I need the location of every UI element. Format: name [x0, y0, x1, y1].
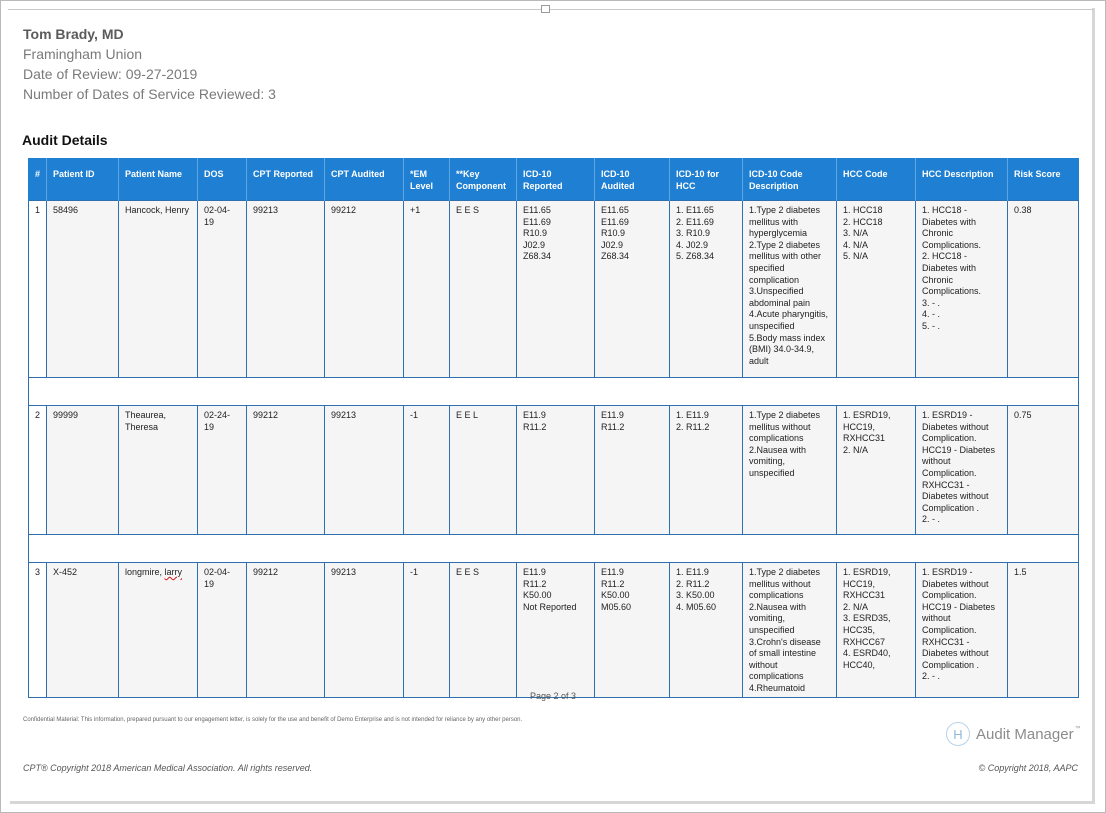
icd-reported-cell — [517, 406, 595, 535]
icd-hcc-cell — [670, 201, 743, 378]
hcc-code-item: 3. N/A — [843, 228, 869, 239]
icd-hcc-item: 3. K50.00 — [676, 590, 715, 601]
patient-id: 99999 — [47, 406, 119, 535]
logo-h-icon — [946, 722, 970, 746]
hcc-code-cell — [837, 201, 916, 378]
hcc-code-cell — [837, 406, 916, 535]
icd-hcc-item: 1. E11.65 — [676, 205, 714, 215]
col-header-icd-hcc: ICD-10 for HCC — [670, 158, 743, 201]
icd-audited-cell — [595, 563, 670, 698]
hcc-code-item: 1. ESRD19, HCC19, RXHCC31 — [843, 410, 891, 444]
row-spacer — [29, 535, 1079, 563]
audit-manager-logo — [946, 720, 1081, 748]
icd-description-cell — [743, 201, 837, 378]
row-number: 1 — [29, 201, 47, 378]
hcc-code-item: 4. N/A — [843, 239, 869, 250]
icd-code: K50.00 — [523, 590, 552, 601]
patient-name-last: longmire, — [125, 567, 165, 577]
facility-name: Framingham Union — [23, 46, 143, 62]
hcc-description-item: 1. ESRD19 - Diabetes without Complication. HCC19 - Diabetes without Complication. RXHCC31 - Diabetes without Complication . — [922, 567, 996, 670]
icd-description-item: 1.Type 2 diabetes mellitus without complications — [749, 567, 821, 601]
resize-handle[interactable] — [541, 5, 550, 13]
col-header-dos: DOS — [198, 158, 247, 201]
cpt-reported: 99212 — [247, 406, 325, 535]
hcc-code-item: 2. N/A — [843, 444, 869, 455]
icd-hcc-cell — [670, 563, 743, 698]
hcc-code-item: 1. ESRD19, HCC19, RXHCC31 — [843, 567, 891, 601]
col-header-icd-reported: ICD-10 Reported — [517, 158, 595, 201]
icd-hcc-item: 4. J02.9 — [676, 239, 709, 250]
risk-score: 1.5 — [1008, 563, 1079, 698]
icd-hcc-item: 1. E11.9 — [676, 410, 709, 420]
icd-description-item: 1.Type 2 diabetes mellitus with hyperglycemia — [749, 205, 821, 239]
icd-code: R11.2 — [601, 578, 625, 589]
hcc-description-item: 1. HCC18 - Diabetes with Chronic Complications. — [922, 205, 982, 250]
hcc-description-cell — [916, 563, 1008, 698]
page-shadow-right — [1092, 8, 1095, 803]
hcc-description-item: 2. - . — [922, 514, 941, 525]
cpt-audited: 99213 — [325, 406, 404, 535]
icd-code: J02.9 — [523, 239, 546, 250]
em-level: +1 — [404, 201, 450, 378]
dos: 02-04-19 — [198, 201, 247, 378]
hcc-description-item: 3. - . — [922, 297, 941, 308]
hcc-code-item: 2. N/A — [843, 601, 869, 612]
audit-table — [28, 158, 1079, 698]
patient-id: X-452 — [47, 563, 119, 698]
col-header-icd-audited: ICD-10 Audited — [595, 158, 670, 201]
icd-code: E11.69 — [523, 216, 551, 227]
icd-code: R11.2 — [523, 578, 547, 589]
icd-description-item: 4.Acute pharyngitis, unspecified — [749, 309, 829, 331]
icd-code: E11.9 — [601, 410, 624, 420]
hcc-code-item: 2. HCC18 — [843, 216, 883, 227]
dos: 02-24-19 — [198, 406, 247, 535]
dates-reviewed: Number of Dates of Service Reviewed: 3 — [23, 86, 276, 102]
hcc-description-item: 5. - . — [922, 320, 941, 331]
col-header-patient-name: Patient Name — [119, 158, 198, 201]
icd-audited-cell — [595, 406, 670, 535]
icd-description-item: 3.Crohn's disease of small intestine without complications — [749, 636, 821, 682]
icd-hcc-item: 3. R10.9 — [676, 228, 711, 239]
col-header-cpt-reported: CPT Reported — [247, 158, 325, 201]
icd-code: K50.00 — [601, 590, 630, 601]
cpt-copyright: CPT® Copyright 2018 American Medical Association. All rights reserved. — [23, 763, 313, 773]
hcc-code-cell — [837, 563, 916, 698]
icd-hcc-item: 1. E11.9 — [676, 567, 709, 577]
hcc-description-item: 2. HCC18 - Diabetes with Chronic Complications. — [922, 251, 982, 297]
table-header-row — [29, 158, 1079, 201]
aapc-copyright: © Copyright 2018, AAPC — [978, 763, 1078, 773]
table-row — [29, 201, 1079, 378]
em-level: -1 — [404, 563, 450, 698]
col-header-risk-score: Risk Score — [1008, 158, 1079, 201]
table-row — [29, 563, 1079, 698]
hcc-code-item: 1. HCC18 — [843, 205, 883, 215]
page-shadow-bottom — [10, 801, 1095, 804]
icd-code: R11.2 — [523, 421, 547, 432]
key-component: E E L — [450, 406, 517, 535]
key-component: E E S — [450, 201, 517, 378]
icd-code: E11.9 — [523, 567, 546, 577]
row-number: 2 — [29, 406, 47, 535]
icd-description-item: 2.Nausea with vomiting, unspecified — [749, 444, 807, 478]
icd-code: R11.2 — [601, 421, 625, 432]
row-spacer — [29, 378, 1079, 406]
icd-reported-cell — [517, 563, 595, 698]
logo-letter: H — [953, 726, 963, 742]
cpt-reported: 99212 — [247, 563, 325, 698]
cpt-reported: 99213 — [247, 201, 325, 378]
confidential-notice: Confidential Material: This information, prepared pursuant to our engagement letter, is solely for the use and benefit of Demo Enterprise and is not intended for reliance by any other person. — [23, 717, 523, 723]
page-number: Page 2 of 3 — [529, 691, 577, 701]
logo-text — [976, 726, 1081, 743]
cpt-audited: 99212 — [325, 201, 404, 378]
hcc-description-item: 4. - . — [922, 309, 941, 320]
icd-audited-cell — [595, 201, 670, 378]
icd-description-item: 5.Body mass index (BMI) 34.0-34.9, adult — [749, 332, 826, 366]
icd-hcc-item: 2. E11.69 — [676, 216, 714, 227]
page-top-edge — [8, 9, 1093, 10]
hcc-description-cell — [916, 201, 1008, 378]
icd-hcc-item: 2. R11.2 — [676, 421, 710, 432]
patient-id: 58496 — [47, 201, 119, 378]
icd-code: E11.69 — [601, 216, 629, 227]
hcc-description-cell — [916, 406, 1008, 535]
icd-code: Not Reported — [523, 601, 577, 612]
icd-hcc-item: 2. R11.2 — [676, 578, 710, 589]
icd-description-item: 2.Type 2 diabetes mellitus with other specified complication — [749, 239, 822, 285]
risk-score: 0.75 — [1008, 406, 1079, 535]
icd-code: E11.65 — [601, 205, 629, 215]
em-level: -1 — [404, 406, 450, 535]
key-component: E E S — [450, 563, 517, 698]
logo-wordmark: Audit Manager — [976, 725, 1074, 743]
hcc-description-item: 1. ESRD19 - Diabetes without Complication. HCC19 - Diabetes without Complication. RXHCC31 - Diabetes without Complication . — [922, 410, 996, 513]
trademark-mark: ™ — [1074, 725, 1081, 732]
col-header-patient-id: Patient ID — [47, 158, 119, 201]
icd-description-item: 2.Nausea with vomiting, unspecified — [749, 601, 807, 635]
icd-code: E11.9 — [601, 567, 624, 577]
col-header-cpt-audited: CPT Audited — [325, 158, 404, 201]
patient-name: Theaurea, Theresa — [119, 406, 198, 535]
patient-name — [119, 563, 198, 698]
col-header-icd-description: ICD-10 Code Description — [743, 158, 837, 201]
row-number: 3 — [29, 563, 47, 698]
hcc-description-item: 2. - . — [922, 671, 941, 682]
icd-description-item: 4.Rheumatoid — [749, 682, 806, 693]
icd-code: M05.60 — [601, 601, 632, 612]
audit-table-container — [28, 158, 1078, 693]
icd-code: J02.9 — [601, 239, 624, 250]
icd-code: Z68.34 — [601, 251, 630, 262]
icd-code: E11.65 — [523, 205, 551, 215]
hcc-code-item: 5. N/A — [843, 251, 869, 262]
icd-description-item: 1.Type 2 diabetes mellitus without complications — [749, 410, 821, 444]
col-header-em-level: *EM Level — [404, 158, 450, 201]
report-header — [23, 24, 276, 104]
patient-name-first-misspelled: larry — [164, 567, 183, 577]
spacer-cell — [29, 378, 1079, 406]
patient-name: Hancock, Henry — [119, 201, 198, 378]
icd-code: Z68.34 — [523, 251, 552, 262]
col-header-hcc-code: HCC Code — [837, 158, 916, 201]
icd-description-cell — [743, 406, 837, 535]
icd-hcc-item: 5. Z68.34 — [676, 251, 715, 262]
hcc-code-item: 3. ESRD35, HCC35, RXHCC67 — [843, 613, 891, 647]
icd-hcc-item: 4. M05.60 — [676, 601, 717, 612]
review-date: Date of Review: 09-27-2019 — [23, 66, 198, 82]
col-header-num: # — [29, 158, 47, 201]
icd-code: R10.9 — [523, 228, 548, 239]
risk-score: 0.38 — [1008, 201, 1079, 378]
section-title: Audit Details — [22, 132, 108, 148]
hcc-code-item: 4. ESRD40, HCC40, — [843, 648, 891, 670]
cpt-audited: 99213 — [325, 563, 404, 698]
icd-hcc-cell — [670, 406, 743, 535]
spacer-cell — [29, 535, 1079, 563]
icd-description-item: 3.Unspecified abdominal pain — [749, 286, 811, 308]
icd-description-cell — [743, 563, 837, 698]
icd-code: R10.9 — [601, 228, 626, 239]
col-header-key-component: **Key Component — [450, 158, 517, 201]
table-row — [29, 406, 1079, 535]
col-header-hcc-description: HCC Description — [916, 158, 1008, 201]
dos: 02-04-19 — [198, 563, 247, 698]
icd-reported-cell — [517, 201, 595, 378]
icd-code: E11.9 — [523, 410, 546, 420]
doctor-name: Tom Brady, MD — [23, 26, 124, 42]
